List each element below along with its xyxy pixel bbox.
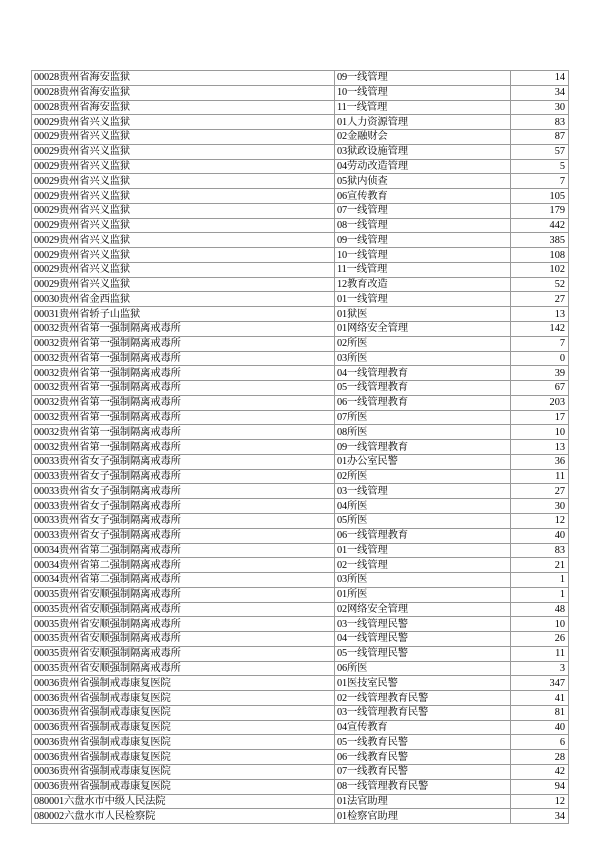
cell-count: 28: [511, 750, 569, 765]
cell-position: 10一线管理: [335, 85, 511, 100]
cell-organization: 00035贵州省安顺强制隔离戒毒所: [32, 617, 335, 632]
table-row: [32, 617, 569, 632]
cell-count: 11: [511, 646, 569, 661]
table-row: [32, 528, 569, 543]
cell-count: 347: [511, 676, 569, 691]
table-row: [32, 513, 569, 528]
cell-count: 27: [511, 292, 569, 307]
cell-count: 0: [511, 351, 569, 366]
cell-position: 02所医: [335, 469, 511, 484]
cell-position: 01检察官助理: [335, 809, 511, 824]
cell-position: 02一线管理教育民警: [335, 691, 511, 706]
cell-count: 13: [511, 307, 569, 322]
table-row: [32, 779, 569, 794]
cell-position: 07一线教育民警: [335, 764, 511, 779]
cell-count: 102: [511, 262, 569, 277]
cell-position: 03狱政设施管理: [335, 144, 511, 159]
cell-count: 30: [511, 100, 569, 115]
cell-organization: 00032贵州省第一强制隔离戒毒所: [32, 425, 335, 440]
cell-count: 41: [511, 691, 569, 706]
cell-position: 12教育改造: [335, 277, 511, 292]
cell-position: 04一线管理教育: [335, 366, 511, 381]
table-row: [32, 750, 569, 765]
cell-organization: 00029贵州省兴义监狱: [32, 203, 335, 218]
cell-organization: 00029贵州省兴义监狱: [32, 130, 335, 145]
table-row: [32, 218, 569, 233]
cell-count: 13: [511, 440, 569, 455]
cell-organization: 00036贵州省强制戒毒康复医院: [32, 750, 335, 765]
cell-organization: 00028贵州省海安监狱: [32, 100, 335, 115]
table-row: [32, 307, 569, 322]
cell-count: 10: [511, 425, 569, 440]
cell-count: 34: [511, 85, 569, 100]
cell-organization: 00034贵州省第二强制隔离戒毒所: [32, 543, 335, 558]
cell-count: 83: [511, 115, 569, 130]
table-row: [32, 292, 569, 307]
cell-position: 01法官助理: [335, 794, 511, 809]
cell-count: 12: [511, 513, 569, 528]
table-row: [32, 130, 569, 145]
cell-count: 17: [511, 410, 569, 425]
cell-organization: 00032贵州省第一强制隔离戒毒所: [32, 366, 335, 381]
table-row: [32, 484, 569, 499]
cell-organization: 00032贵州省第一强制隔离戒毒所: [32, 322, 335, 337]
cell-position: 09一线管理教育: [335, 440, 511, 455]
cell-count: 36: [511, 454, 569, 469]
cell-organization: 00029贵州省兴义监狱: [32, 262, 335, 277]
cell-position: 06所医: [335, 661, 511, 676]
table-row: [32, 558, 569, 573]
cell-organization: 00034贵州省第二强制隔离戒毒所: [32, 573, 335, 588]
table-row: [32, 410, 569, 425]
cell-count: 6: [511, 735, 569, 750]
cell-organization: 00029贵州省兴义监狱: [32, 144, 335, 159]
cell-position: 06一线教育民警: [335, 750, 511, 765]
table-row: [32, 262, 569, 277]
table-row: [32, 203, 569, 218]
cell-position: 01一线管理: [335, 292, 511, 307]
cell-organization: 00032贵州省第一强制隔离戒毒所: [32, 440, 335, 455]
cell-position: 09一线管理: [335, 233, 511, 248]
cell-position: 08一线管理: [335, 218, 511, 233]
cell-count: 385: [511, 233, 569, 248]
cell-organization: 00036贵州省强制戒毒康复医院: [32, 720, 335, 735]
table-row: [32, 440, 569, 455]
cell-count: 40: [511, 528, 569, 543]
cell-organization: 00029贵州省兴义监狱: [32, 248, 335, 263]
cell-position: 11一线管理: [335, 100, 511, 115]
cell-organization: 00029贵州省兴义监狱: [32, 218, 335, 233]
cell-position: 03一线管理教育民警: [335, 705, 511, 720]
cell-organization: 00032贵州省第一强制隔离戒毒所: [32, 395, 335, 410]
table-row: [32, 351, 569, 366]
table-row: [32, 336, 569, 351]
cell-organization: 00033贵州省女子强制隔离戒毒所: [32, 513, 335, 528]
cell-count: 105: [511, 189, 569, 204]
cell-position: 03一线管理: [335, 484, 511, 499]
cell-count: 67: [511, 381, 569, 396]
cell-organization: 00029贵州省兴义监狱: [32, 159, 335, 174]
cell-organization: 00032贵州省第一强制隔离戒毒所: [32, 336, 335, 351]
table-row: [32, 705, 569, 720]
cell-organization: 00033贵州省女子强制隔离戒毒所: [32, 469, 335, 484]
cell-count: 1: [511, 587, 569, 602]
cell-position: 08所医: [335, 425, 511, 440]
cell-organization: 00031贵州省轿子山监狱: [32, 307, 335, 322]
table-row: [32, 632, 569, 647]
cell-count: 30: [511, 499, 569, 514]
cell-position: 06一线管理教育: [335, 528, 511, 543]
cell-count: 203: [511, 395, 569, 410]
cell-count: 5: [511, 159, 569, 174]
cell-organization: 00028贵州省海安监狱: [32, 85, 335, 100]
cell-count: 57: [511, 144, 569, 159]
cell-organization: 00030贵州省金西监狱: [32, 292, 335, 307]
cell-position: 03所医: [335, 351, 511, 366]
cell-organization: 00035贵州省安顺强制隔离戒毒所: [32, 661, 335, 676]
cell-organization: 00033贵州省女子强制隔离戒毒所: [32, 499, 335, 514]
cell-organization: 00033贵州省女子强制隔离戒毒所: [32, 484, 335, 499]
cell-count: 81: [511, 705, 569, 720]
cell-position: 01所医: [335, 587, 511, 602]
cell-position: 08一线管理教育民警: [335, 779, 511, 794]
table-row: [32, 469, 569, 484]
cell-position: 02一线管理: [335, 558, 511, 573]
cell-organization: 080001六盘水市中级人民法院: [32, 794, 335, 809]
table-row: [32, 115, 569, 130]
cell-position: 07所医: [335, 410, 511, 425]
cell-organization: 00029贵州省兴义监狱: [32, 233, 335, 248]
cell-organization: 00036贵州省强制戒毒康复医院: [32, 676, 335, 691]
cell-count: 179: [511, 203, 569, 218]
cell-count: 94: [511, 779, 569, 794]
cell-count: 1: [511, 573, 569, 588]
cell-count: 27: [511, 484, 569, 499]
cell-position: 05一线教育民警: [335, 735, 511, 750]
cell-position: 06一线管理教育: [335, 395, 511, 410]
cell-position: 10一线管理: [335, 248, 511, 263]
cell-count: 10: [511, 617, 569, 632]
cell-position: 02网络安全管理: [335, 602, 511, 617]
table-row: [32, 573, 569, 588]
table-row: [32, 395, 569, 410]
table-row: [32, 233, 569, 248]
cell-organization: 00035贵州省安顺强制隔离戒毒所: [32, 587, 335, 602]
cell-count: 40: [511, 720, 569, 735]
cell-organization: 00035贵州省安顺强制隔离戒毒所: [32, 632, 335, 647]
cell-organization: 00029贵州省兴义监狱: [32, 174, 335, 189]
cell-position: 07一线管理: [335, 203, 511, 218]
cell-count: 108: [511, 248, 569, 263]
table-row: [32, 248, 569, 263]
cell-organization: 00032贵州省第一强制隔离戒毒所: [32, 410, 335, 425]
cell-count: 21: [511, 558, 569, 573]
table-body: [32, 71, 569, 824]
cell-position: 04一线管理民警: [335, 632, 511, 647]
table-row: [32, 587, 569, 602]
cell-count: 12: [511, 794, 569, 809]
cell-count: 87: [511, 130, 569, 145]
cell-position: 04宣传教育: [335, 720, 511, 735]
cell-organization: 00029贵州省兴义监狱: [32, 277, 335, 292]
table-row: [32, 676, 569, 691]
table-row: [32, 159, 569, 174]
cell-position: 01人力资源管理: [335, 115, 511, 130]
cell-organization: 00029贵州省兴义监狱: [32, 115, 335, 130]
cell-count: 3: [511, 661, 569, 676]
cell-count: 34: [511, 809, 569, 824]
table-row: [32, 602, 569, 617]
cell-organization: 00029贵州省兴义监狱: [32, 189, 335, 204]
cell-count: 48: [511, 602, 569, 617]
table-row: [32, 71, 569, 86]
table-row: [32, 764, 569, 779]
table-row: [32, 794, 569, 809]
cell-organization: 00028贵州省海安监狱: [32, 71, 335, 86]
cell-position: 09一线管理: [335, 71, 511, 86]
cell-organization: 00033贵州省女子强制隔离戒毒所: [32, 528, 335, 543]
table-row: [32, 735, 569, 750]
table-row: [32, 322, 569, 337]
cell-count: 39: [511, 366, 569, 381]
cell-count: 142: [511, 322, 569, 337]
cell-position: 01网络安全管理: [335, 322, 511, 337]
cell-count: 11: [511, 469, 569, 484]
cell-position: 05狱内侦查: [335, 174, 511, 189]
cell-position: 04所医: [335, 499, 511, 514]
cell-count: 7: [511, 174, 569, 189]
cell-organization: 080002六盘水市人民检察院: [32, 809, 335, 824]
cell-position: 05一线管理教育: [335, 381, 511, 396]
table-row: [32, 661, 569, 676]
cell-organization: 00036贵州省强制戒毒康复医院: [32, 764, 335, 779]
table-row: [32, 646, 569, 661]
table-row: [32, 174, 569, 189]
cell-organization: 00034贵州省第二强制隔离戒毒所: [32, 558, 335, 573]
cell-position: 01医技室民警: [335, 676, 511, 691]
table-row: [32, 277, 569, 292]
cell-organization: 00035贵州省安顺强制隔离戒毒所: [32, 646, 335, 661]
cell-count: 26: [511, 632, 569, 647]
table-row: [32, 366, 569, 381]
cell-count: 7: [511, 336, 569, 351]
cell-organization: 00032贵州省第一强制隔离戒毒所: [32, 351, 335, 366]
cell-organization: 00036贵州省强制戒毒康复医院: [32, 735, 335, 750]
cell-count: 83: [511, 543, 569, 558]
cell-count: 42: [511, 764, 569, 779]
cell-organization: 00036贵州省强制戒毒康复医院: [32, 779, 335, 794]
table-row: [32, 100, 569, 115]
cell-count: 14: [511, 71, 569, 86]
table-row: [32, 720, 569, 735]
table-row: [32, 425, 569, 440]
table-row: [32, 189, 569, 204]
cell-organization: 00036贵州省强制戒毒康复医院: [32, 705, 335, 720]
cell-position: 01狱医: [335, 307, 511, 322]
cell-position: 03所医: [335, 573, 511, 588]
table-row: [32, 144, 569, 159]
table-row: [32, 381, 569, 396]
table-row: [32, 85, 569, 100]
cell-position: 05所医: [335, 513, 511, 528]
cell-count: 52: [511, 277, 569, 292]
cell-organization: 00032贵州省第一强制隔离戒毒所: [32, 381, 335, 396]
positions-table: [31, 70, 569, 824]
table-row: [32, 691, 569, 706]
cell-count: 442: [511, 218, 569, 233]
table-row: [32, 454, 569, 469]
cell-position: 04劳动改造管理: [335, 159, 511, 174]
cell-position: 02所医: [335, 336, 511, 351]
table-row: [32, 499, 569, 514]
cell-organization: 00036贵州省强制戒毒康复医院: [32, 691, 335, 706]
cell-position: 11一线管理: [335, 262, 511, 277]
table-row: [32, 809, 569, 824]
cell-position: 02金融财会: [335, 130, 511, 145]
cell-position: 01一线管理: [335, 543, 511, 558]
table-row: [32, 543, 569, 558]
cell-organization: 00035贵州省安顺强制隔离戒毒所: [32, 602, 335, 617]
cell-organization: 00033贵州省女子强制隔离戒毒所: [32, 454, 335, 469]
cell-position: 01办公室民警: [335, 454, 511, 469]
cell-position: 06宣传教育: [335, 189, 511, 204]
cell-position: 03一线管理民警: [335, 617, 511, 632]
cell-position: 05一线管理民警: [335, 646, 511, 661]
